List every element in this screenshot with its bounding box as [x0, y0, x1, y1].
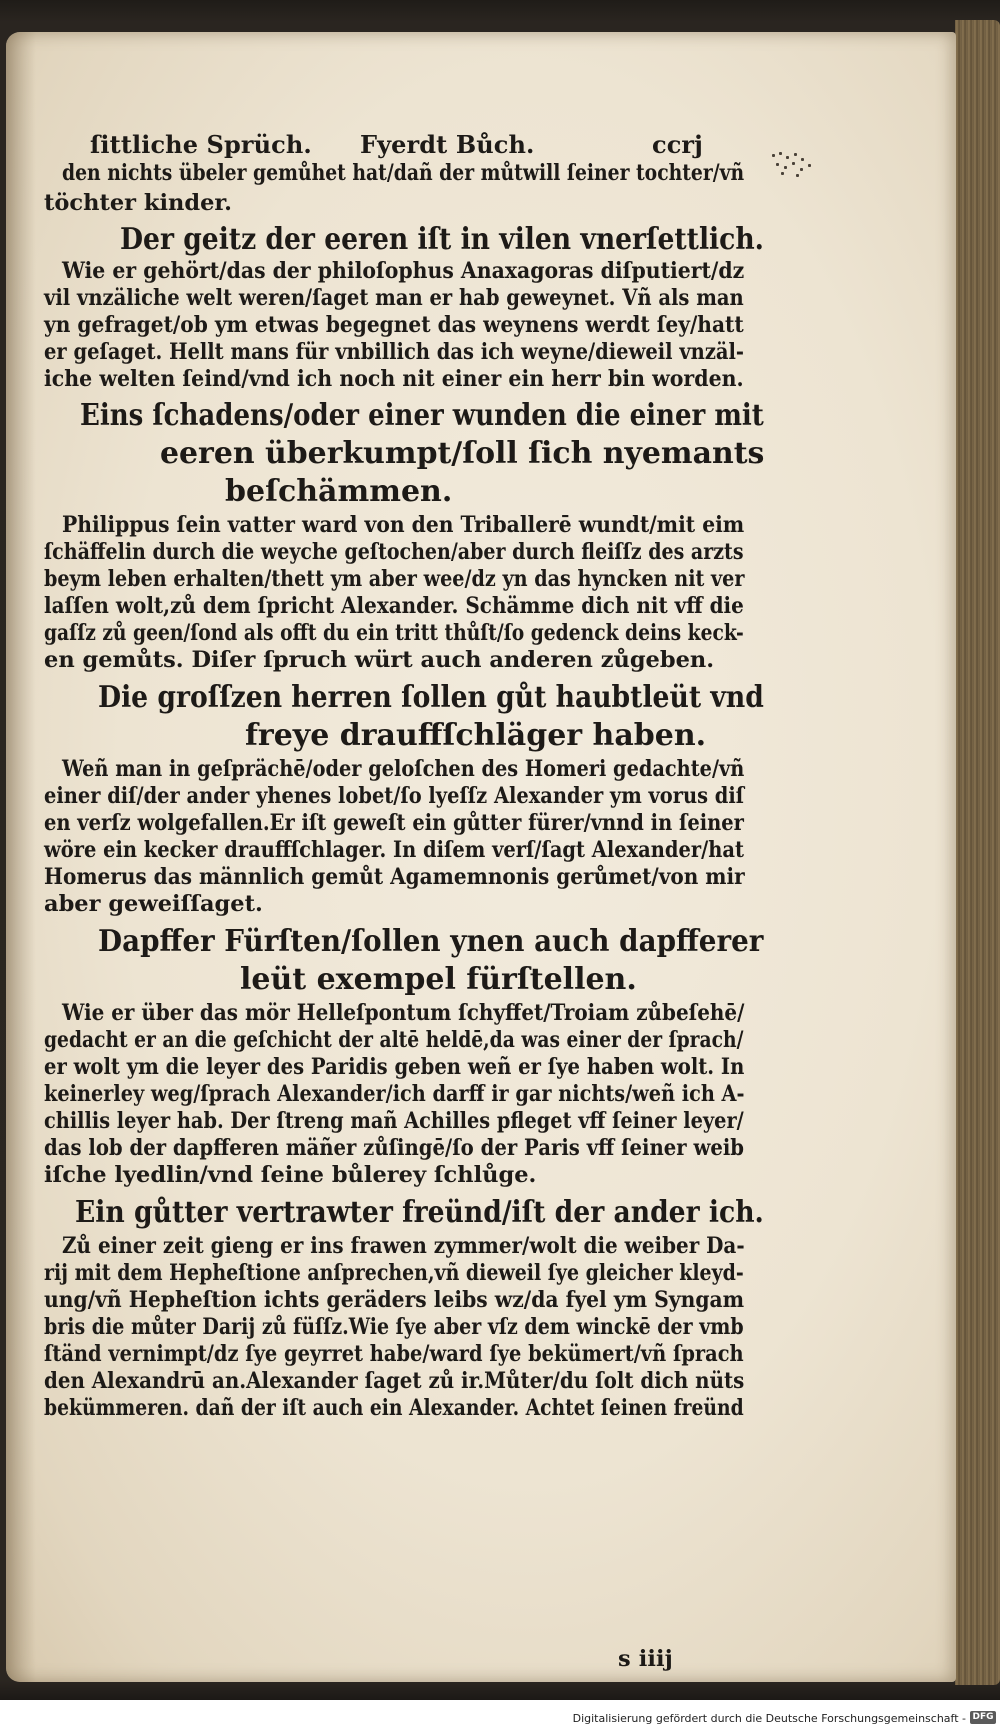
text-line: einer diſ/der ander yhenes lobet/ſo lyeſſz Alexander ym vorus diſ: [44, 783, 745, 809]
text-line: gaſſz zů geen/ſond als offt du ein tritt thůſt/ſo gedenck deins keck-: [44, 620, 744, 646]
footer-credit: Digitalisierung gefördert durch die Deutsche Forschungsgemeinschaft -: [572, 1712, 966, 1725]
text-line: yn gefraget/ob ym etwas begegnet das weynens werdt ſey/hatt: [44, 312, 744, 338]
text-line: laſſen wolt,zů dem ſpricht Alexander. Schämme dich nit vff die: [44, 593, 744, 619]
text-line: er wolt ym die leyer des Paridis geben weñ er ſye haben wolt. In: [44, 1054, 745, 1080]
text-line: rij mit dem Hepheſtione anſprechen,vñ dieweil ſye gleicher kleyd-: [44, 1260, 744, 1286]
page-gutter-shadow: [6, 32, 36, 1682]
text-line: keinerley weg/ſprach Alexander/ich darff ir gar nichts/weñ ich A-: [44, 1081, 745, 1107]
text-line: das lob der dapfferen mäñer zůſingē/ſo der Paris vff ſeiner weib: [44, 1135, 745, 1161]
text-line: den Alexandrū an.Alexander ſaget zů ir.Můter/du ſolt dich nüts: [44, 1368, 745, 1394]
heading-line: Ein gůtter vertrawter freünd/iſt der ander ich.: [75, 1195, 764, 1230]
text-line: beym leben erhalten/thett ym aber wee/dz yn das hyncken nit ver: [44, 566, 745, 592]
margin-annotation-mark: [770, 150, 814, 178]
text-line: wöre ein kecker drauffſchlager. In diſem verſ/ſagt Alexander/hat: [44, 837, 744, 863]
text-line: ſchäffelin durch die weyche geſtochen/aber durch fleiſſz des arzts: [44, 539, 744, 565]
text-line: töchter kinder.: [44, 190, 233, 216]
running-head-left: ſittliche Sprüch.: [90, 130, 312, 159]
heading-line: beſchämmen.: [225, 474, 453, 509]
text-line: chillis leyer hab. Der ſtreng mañ Achilles pfleget vff ſeiner leyer/: [44, 1108, 744, 1134]
heading-line: leüt exempel fürſtellen.: [240, 962, 637, 997]
text-line: en verſz wolgefallen.Er iſt geweſt ein gůtter fürer/vnnd in ſeiner: [44, 810, 744, 836]
text-line: gedacht er an die geſchicht der altē heldē,da was einer der ſprach/: [44, 1027, 744, 1053]
text-line: bekümmeren. dañ der iſt auch ein Alexander. Achtet ſeinen freünd: [44, 1395, 744, 1421]
heading-line: Der geitz der eeren iſt in vilen vnerſettlich.: [120, 222, 764, 257]
folio-number: ccrj: [652, 130, 703, 159]
text-line: Philippus ſein vatter ward von den Triballerē wundt/mit eim: [62, 512, 745, 538]
text-line: Homerus das männlich gemůt Agamemnonis gerůmet/von mir: [44, 864, 745, 890]
text-line: ſtänd vernimpt/dz ſye geyrret habe/ward ſye bekümert/vñ ſprach: [44, 1341, 744, 1367]
text-line: iche welten ſeind/vnd ich noch nit einer ein herr bin worden.: [44, 366, 744, 392]
text-line: en gemůts. Diſer ſpruch würt auch anderen zůgeben.: [44, 647, 715, 673]
page-edges: [955, 20, 1000, 1685]
heading-line: eeren überkumpt/ſoll ſich nyemants: [160, 436, 765, 471]
heading-line: freye drauffſchläger haben.: [245, 718, 707, 753]
text-line: Zů einer zeit gieng er ins frawen zymmer/wolt die weiber Da-: [62, 1233, 745, 1259]
text-line: iſche lyedlin/vnd ſeine bůlerey ſchlůge.: [44, 1162, 537, 1188]
running-head-center: Fyerdt Bůch.: [360, 130, 535, 159]
text-line: vil vnzäliche welt weren/ſaget man er hab geweynet. Vñ als man: [44, 285, 744, 311]
text-line: Wie er gehört/das der philoſophus Anaxagoras diſputiert/dz: [62, 258, 745, 284]
signature-mark: s iiij: [618, 1646, 673, 1672]
text-line: er geſaget. Hellt mans für vnbillich das ich weyne/dieweil vnzäl-: [44, 339, 744, 365]
text-line: aber geweiſſaget.: [44, 891, 263, 917]
text-line: Wie er über das mör Helleſpontum ſchyffet/Troiam zůbeſehē/: [62, 1000, 745, 1026]
text-line: den nichts übeler gemůhet hat/dañ der můtwill ſeiner tochter/vñ: [62, 160, 745, 186]
dfg-logo: DFG: [970, 1711, 996, 1724]
heading-line: Die groſſzen herren ſollen gůt haubtleüt vnd: [98, 680, 764, 715]
heading-line: Dapffer Fürſten/ſollen ynen auch dapfferer: [98, 924, 764, 959]
text-line: ung/vñ Hepheſtion ichts geräders leibs wz/da fyel ym Syngam: [44, 1287, 745, 1313]
heading-line: Eins ſchadens/oder einer wunden die einer mit: [80, 398, 764, 433]
text-line: bris die můter Darij zů füſſz.Wie ſye aber vſz dem winckē der vmb: [44, 1314, 744, 1340]
text-line: Weñ man in geſprächē/oder geloſchen des Homeri gedachte/vñ: [62, 756, 745, 782]
